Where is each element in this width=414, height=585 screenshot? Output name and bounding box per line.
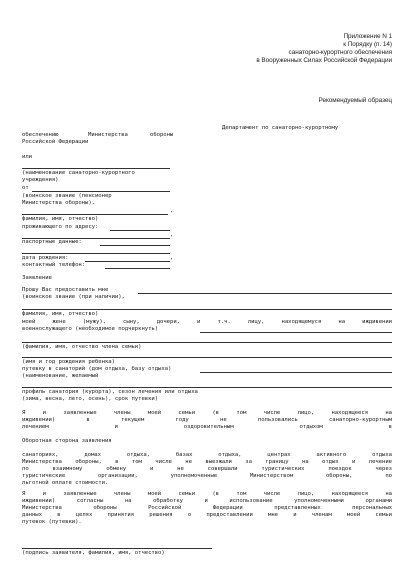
rank-line[interactable] [22,214,168,215]
request-line[interactable] [138,293,392,294]
appendix-line-3: санаторно-курортного обеспечения [288,49,392,56]
declaration-2-line-5: льготной оплате стоимости. [22,480,109,486]
declaration-2-line-1: санаториях, домах отдыха, базах отдыха, центрах активного отдыха [22,452,392,458]
voucher-detail-line[interactable] [22,387,392,388]
declaration-3-line-5: путевок (путевки). [22,519,82,525]
declaration-3-line-4: данных в целях принятия решения о предоставлении мне и членам моей семьи [22,512,392,518]
declaration-2-line-3: по взаимному обмену и не совершали туристических поездок через [22,466,392,472]
declaration-3-line-1: Я и заявленные члены моей семьи (в том числе лицо, находящееся на [22,491,392,497]
fio-hint: фамилия, имя, отчество) [22,216,99,222]
signature-hint: (подпись заявителя, фамилия, имя, отчество) [22,550,165,556]
passport-line-2[interactable] [22,253,170,254]
addressee-line-3: Российской Федерации [22,139,89,145]
address-label: проживающего по адресу: [22,224,99,230]
rank-hint-1: (воинское звание (пенсионер [22,193,112,199]
child-hint: (имя и год рождения ребенка) [22,359,115,365]
profile-line-1: профиль санатория (курорта), сезон лечения или отдыха [22,389,198,395]
declaration-1-line-1: Я и заявленные члены моей семьи (в том числе лицо, находящееся на [22,410,392,416]
family-name-hint: (фамилия, имя, отчество члена семьи) [22,344,142,350]
declaration-3-line-3: Министерства обороны Российской Федерации представленных персональных [22,505,392,511]
comma-mark: , [170,232,174,238]
rank-hint-2: Министерства обороны), [22,200,95,206]
comma-mark: , [170,255,174,261]
declaration-2-line-2: Министерства обороны, в том числе не выезжали за границу на отдых и лечение [22,459,392,465]
rank-hint: (воинское звание (при наличии), [22,294,125,300]
from-line[interactable] [32,191,170,192]
from-label: от [22,185,29,191]
appendix-line-2: к Порядку (п. 14) [343,41,392,48]
appendix-line-1: Приложение N 1 [343,33,392,40]
child-line[interactable] [22,357,392,358]
request-label: Прошу Вас предоставить мне [22,287,109,293]
dob-label: дата рождения: [22,255,69,261]
recommended-sample-label: Рекомендуемый образец [318,97,392,104]
statement-title: Заявление [22,275,52,281]
declaration-1-line-3: лечением и оздоровительным отдыхом в [22,424,392,430]
family-name-line[interactable] [22,342,392,343]
family-line-1: моей жене (мужу), сыну, дочери, и т.ч. лицу, находящемуся на иждивении [22,319,392,325]
signature-line[interactable] [22,548,212,549]
phone-line[interactable] [105,268,170,269]
institution-name-line[interactable] [22,168,170,169]
or-label: или [22,154,32,160]
addressee-line-2-mid: Министерства [88,132,128,138]
voucher-hint: (наименование, желаемый [22,373,99,379]
family-line-fill[interactable] [200,332,392,333]
declaration-3-line-2: иждивении) согласны на обработку и использование уполномоченными органами [22,498,392,504]
voucher-label: путевку в санаторий (дом отдыха, базу отдыха) [22,366,172,372]
addressee-department: Департамент по санаторно-курортному [222,125,339,131]
fio-hint-2: фамилия, имя, отчество) [22,311,99,317]
phone-label: контактный телефон: [22,262,86,268]
institution-name-hint-2: учреждения) [22,177,59,183]
passport-label: паспортные данные: [22,239,82,245]
institution-name-hint-1: (наименование санаторно-курортного [22,170,135,176]
addressee-line-2-left: обеспечению [22,132,59,138]
profile-line-2: (зима, весна, лето, осень), срок путевки) [22,396,159,402]
rank-name-line[interactable] [22,309,392,310]
comma-mark: , [170,208,174,214]
dob-line[interactable] [85,261,170,262]
declaration-2-line-4: туристические организации, уполномоченные Министерством обороны, по [22,473,392,479]
back-side-title: Оборотная сторона заявления [22,438,112,444]
family-line-2: военнослужащего (необходимое подчеркнуть) [22,326,159,332]
voucher-line[interactable] [200,372,392,373]
appendix-line-4: в Вооруженных Силах Российской Федерации [256,57,392,64]
addressee-line-2-right: обороны [150,132,174,138]
declaration-1-line-2: иждивении) в текущем году не пользовались санаторно-курортным [22,417,392,423]
passport-line-1[interactable] [100,245,170,246]
address-line-1[interactable] [110,230,170,231]
